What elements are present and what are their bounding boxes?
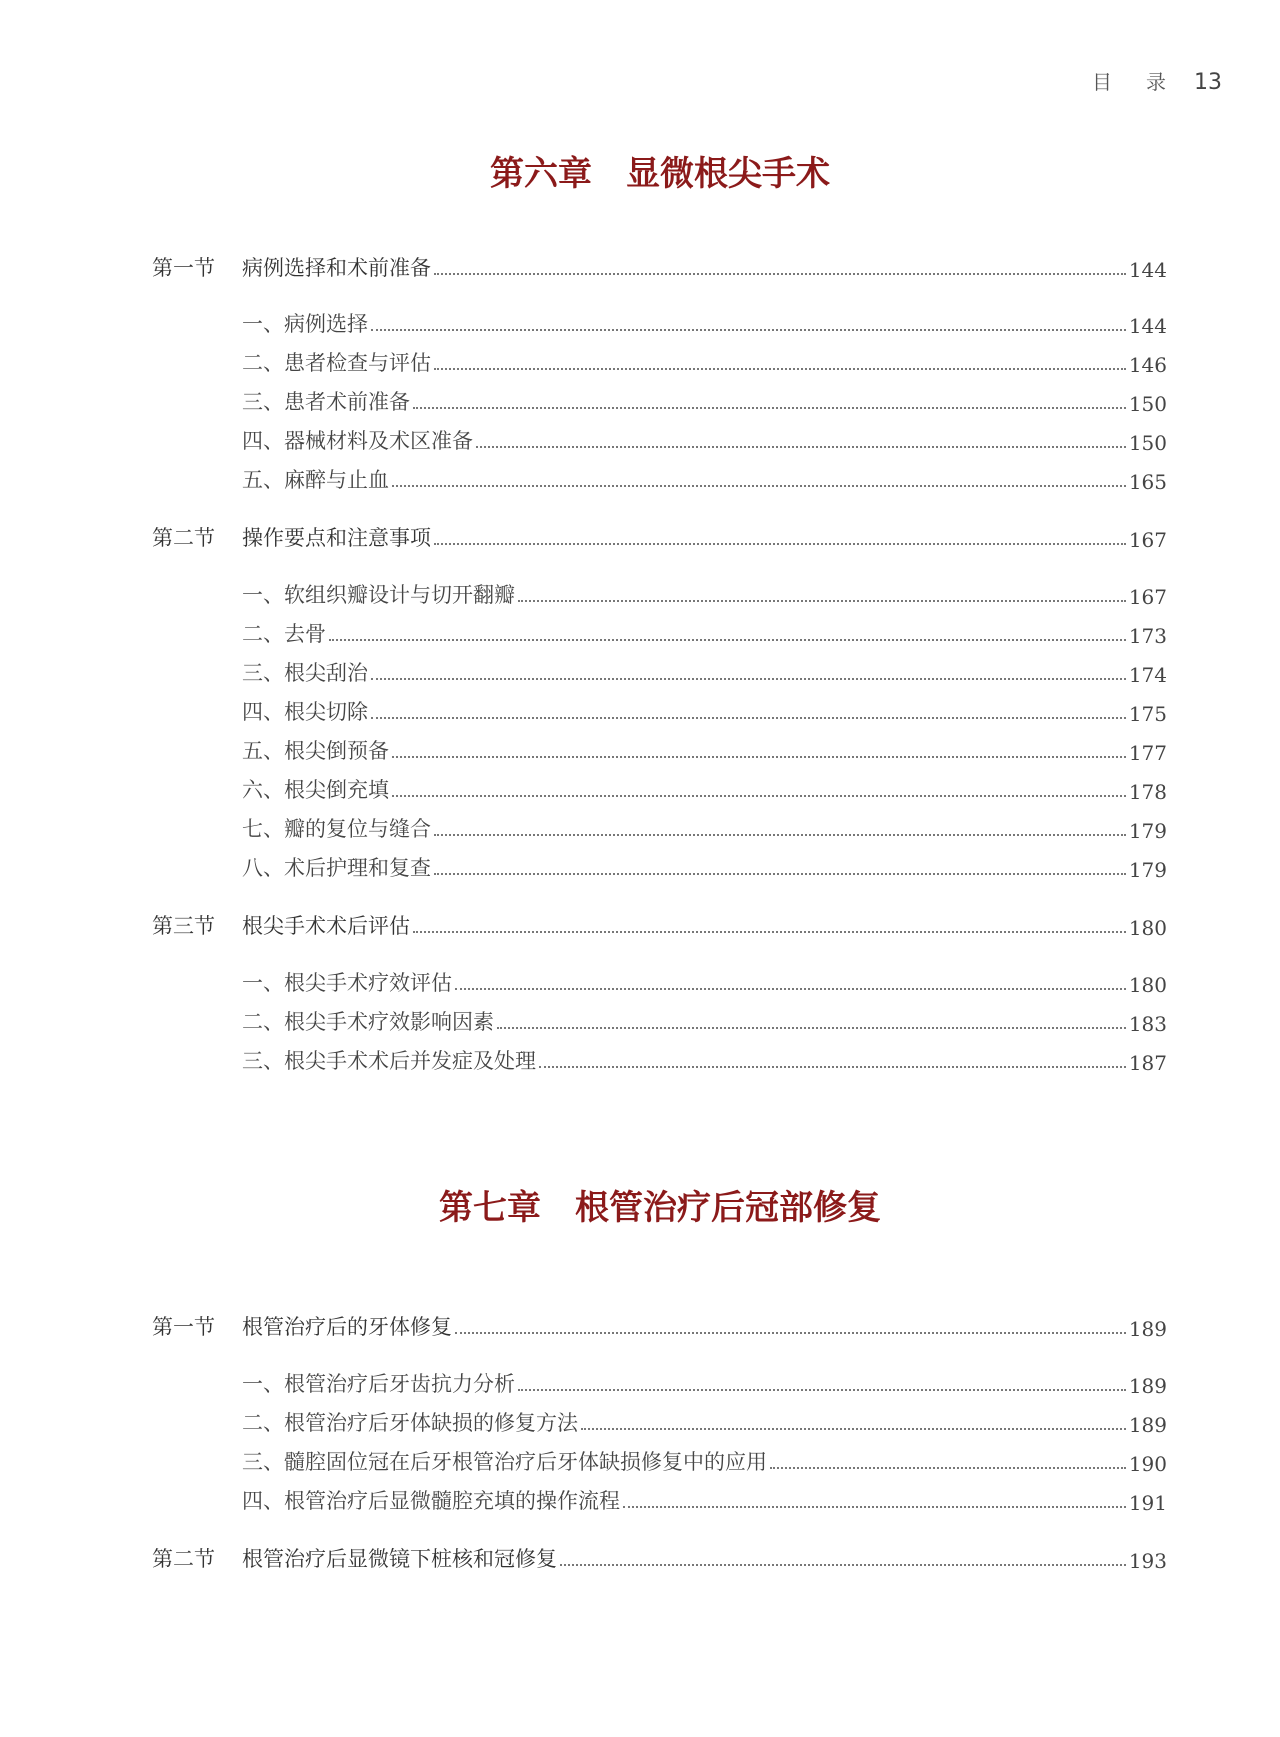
item-title: 二、根管治疗后牙体缺损的修复方法 bbox=[242, 1411, 578, 1435]
toc-section-6-1[interactable] bbox=[152, 252, 1167, 282]
dot-leader bbox=[434, 543, 1126, 545]
dot-leader bbox=[560, 1564, 1126, 1566]
dot-leader bbox=[770, 1467, 1126, 1469]
dot-leader bbox=[392, 756, 1126, 758]
page-ref: 189 bbox=[1128, 1413, 1167, 1437]
section-number: 第一节 bbox=[152, 256, 215, 280]
section-title: 根管治疗后的牙体修复 bbox=[242, 1315, 452, 1339]
page-ref: 144 bbox=[1128, 258, 1167, 282]
toc-item[interactable] bbox=[152, 813, 1167, 843]
page-ref: 187 bbox=[1128, 1051, 1167, 1075]
page-ref: 144 bbox=[1128, 314, 1167, 338]
item-title: 一、根尖手术疗效评估 bbox=[242, 971, 452, 995]
section-title: 病例选择和术前准备 bbox=[242, 256, 431, 280]
section-number: 第一节 bbox=[152, 1315, 215, 1339]
toc-item[interactable] bbox=[152, 1407, 1167, 1437]
dot-leader bbox=[392, 485, 1126, 487]
item-title: 四、根尖切除 bbox=[242, 700, 368, 724]
toc-section-7-1[interactable] bbox=[152, 1311, 1167, 1341]
toc-item[interactable] bbox=[152, 1368, 1167, 1398]
page-ref: 150 bbox=[1128, 392, 1167, 416]
toc-item[interactable] bbox=[152, 735, 1167, 765]
item-title: 一、根管治疗后牙齿抗力分析 bbox=[242, 1372, 515, 1396]
running-header bbox=[1092, 66, 1222, 95]
toc-item[interactable] bbox=[152, 1485, 1167, 1515]
page-ref: 167 bbox=[1128, 528, 1167, 552]
item-title: 七、瓣的复位与缝合 bbox=[242, 817, 431, 841]
page-ref: 174 bbox=[1128, 663, 1167, 687]
dot-leader bbox=[497, 1027, 1126, 1029]
toc-item[interactable] bbox=[152, 852, 1167, 882]
toc-item[interactable] bbox=[152, 618, 1167, 648]
item-title: 二、去骨 bbox=[242, 622, 326, 646]
dot-leader bbox=[413, 931, 1126, 933]
item-title: 二、患者检查与评估 bbox=[242, 351, 431, 375]
item-title: 三、患者术前准备 bbox=[242, 390, 410, 414]
dot-leader bbox=[434, 873, 1126, 875]
item-title: 一、病例选择 bbox=[242, 312, 368, 336]
toc-section-7-2[interactable] bbox=[152, 1543, 1167, 1573]
dot-leader bbox=[476, 446, 1126, 448]
chapter-6-title: 第六章 显微根尖手术 bbox=[490, 154, 830, 194]
toc-item[interactable] bbox=[152, 308, 1167, 338]
item-title: 五、麻醉与止血 bbox=[242, 468, 389, 492]
page-ref: 167 bbox=[1128, 585, 1167, 609]
page-number: 13 bbox=[1194, 70, 1222, 95]
item-title: 四、器械材料及术区准备 bbox=[242, 429, 473, 453]
item-title: 五、根尖倒预备 bbox=[242, 739, 389, 763]
page-ref: 180 bbox=[1128, 916, 1167, 940]
toc-item[interactable] bbox=[152, 386, 1167, 416]
toc-item[interactable] bbox=[152, 774, 1167, 804]
dot-leader bbox=[434, 368, 1126, 370]
dot-leader bbox=[371, 678, 1126, 680]
item-title: 八、术后护理和复查 bbox=[242, 856, 431, 880]
toc-section-6-3[interactable] bbox=[152, 910, 1167, 940]
dot-leader bbox=[434, 834, 1126, 836]
page-ref: 180 bbox=[1128, 973, 1167, 997]
page-ref: 193 bbox=[1128, 1549, 1167, 1573]
section-number: 第二节 bbox=[152, 1547, 215, 1571]
toc-item[interactable] bbox=[152, 347, 1167, 377]
item-title: 一、软组织瓣设计与切开翻瓣 bbox=[242, 583, 515, 607]
dot-leader bbox=[434, 273, 1126, 275]
toc-item[interactable] bbox=[152, 425, 1167, 455]
section-title: 根管治疗后显微镜下桩核和冠修复 bbox=[242, 1547, 557, 1571]
page-ref: 146 bbox=[1128, 353, 1167, 377]
page-ref: 191 bbox=[1128, 1491, 1167, 1515]
dot-leader bbox=[371, 717, 1126, 719]
dot-leader bbox=[518, 600, 1126, 602]
dot-leader bbox=[329, 639, 1126, 641]
toc-item[interactable] bbox=[152, 1045, 1167, 1075]
page-ref: 173 bbox=[1128, 624, 1167, 648]
toc-item[interactable] bbox=[152, 657, 1167, 687]
page-ref: 165 bbox=[1128, 470, 1167, 494]
section-number: 第二节 bbox=[152, 526, 215, 550]
dot-leader bbox=[392, 795, 1126, 797]
item-title: 二、根尖手术疗效影响因素 bbox=[242, 1010, 494, 1034]
toc-item[interactable] bbox=[152, 1446, 1167, 1476]
dot-leader bbox=[455, 1332, 1126, 1334]
page-ref: 183 bbox=[1128, 1012, 1167, 1036]
dot-leader bbox=[455, 988, 1126, 990]
item-title: 四、根管治疗后显微髓腔充填的操作流程 bbox=[242, 1489, 620, 1513]
page-ref: 150 bbox=[1128, 431, 1167, 455]
dot-leader bbox=[623, 1506, 1126, 1508]
dot-leader bbox=[518, 1389, 1126, 1391]
dot-leader bbox=[539, 1066, 1126, 1068]
toc-item[interactable] bbox=[152, 1006, 1167, 1036]
page-ref: 189 bbox=[1128, 1317, 1167, 1341]
chapter-7-title: 第七章 根管治疗后冠部修复 bbox=[439, 1188, 881, 1228]
toc-item[interactable] bbox=[152, 464, 1167, 494]
section-title: 操作要点和注意事项 bbox=[242, 526, 431, 550]
item-title: 六、根尖倒充填 bbox=[242, 778, 389, 802]
page-ref: 179 bbox=[1128, 819, 1167, 843]
item-title: 三、根尖刮治 bbox=[242, 661, 368, 685]
dot-leader bbox=[581, 1428, 1126, 1430]
dot-leader bbox=[371, 329, 1126, 331]
page-ref: 189 bbox=[1128, 1374, 1167, 1398]
dot-leader bbox=[413, 407, 1126, 409]
page-ref: 177 bbox=[1128, 741, 1167, 765]
toc-item[interactable] bbox=[152, 696, 1167, 726]
page-ref: 178 bbox=[1128, 780, 1167, 804]
page-ref: 179 bbox=[1128, 858, 1167, 882]
header-label: 目录 bbox=[1092, 70, 1200, 94]
item-title: 三、根尖手术术后并发症及处理 bbox=[242, 1049, 536, 1073]
page-ref: 175 bbox=[1128, 702, 1167, 726]
section-title: 根尖手术术后评估 bbox=[242, 914, 410, 938]
toc-item[interactable] bbox=[152, 967, 1167, 997]
page-ref: 190 bbox=[1128, 1452, 1167, 1476]
toc-section-6-2[interactable] bbox=[152, 522, 1167, 552]
toc-item[interactable] bbox=[152, 579, 1167, 609]
section-number: 第三节 bbox=[152, 914, 215, 938]
item-title: 三、髓腔固位冠在后牙根管治疗后牙体缺损修复中的应用 bbox=[242, 1450, 767, 1474]
